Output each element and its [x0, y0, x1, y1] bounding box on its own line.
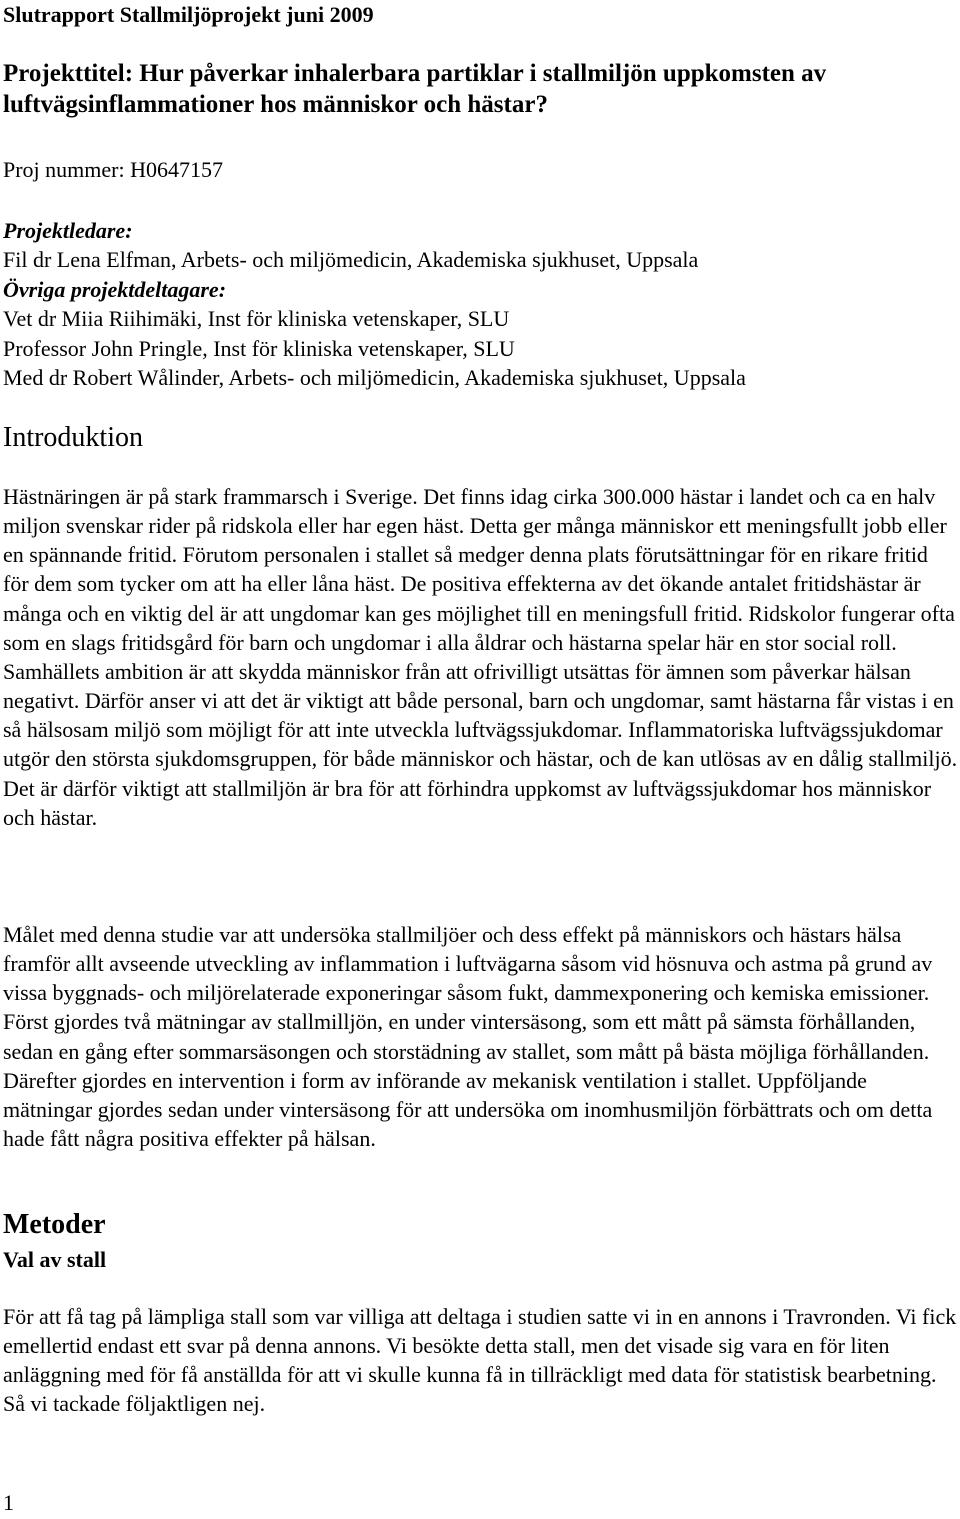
participant: Med dr Robert Wålinder, Arbets- och miljömedicin, Akademiska sjukhuset, Uppsala — [3, 365, 746, 391]
stall-selection-paragraph: För att få tag på lämpliga stall som var villiga att deltaga i studien satte vi in en annons i Travronden. Vi fick emellertid endast ett svar på denna annons. Vi besökte detta stall, men det visade sig vara en för liten anläggning med för få anställda för att vi skulle kunna få in tillräckligt med data för statistisk bearbetning. Så vi tackade följaktligen nej. — [3, 1304, 957, 1417]
methods-heading: Metoder — [3, 1209, 106, 1240]
introduction-heading: Introduktion — [3, 422, 143, 453]
other-participants-label: Övriga projektdeltagare: — [3, 276, 227, 302]
aim-paragraph: Målet med denna studie var att undersöka stallmiljöer och dess effekt på människors och hästars hälsa framför allt avseende utveckling av inflammation i luftvägarna såsom vid hösnuva och astma på grund av vissa byggnads- och miljörelaterade exponeringar såsom fukt, dammexponering och kemiska emissioner. Först gjordes två mätningar av stallmilljön, en under vintersäsong, som ett mått på sämsta förhållanden, sedan en gång efter sommarsäsongen och storstädning av stallet, som mått på bästa möjliga förhållanden. Därefter gjordes en intervention i form av införande av mekanisk ventilation i stallet. Uppföljande mätningar gjordes sedan under vintersäsong för att undersöka om inomhusmiljön förbättrats och om detta hade fått några positiva effekter på hälsan. — [3, 922, 933, 1152]
page-number: 1 — [3, 1490, 14, 1515]
stall-selection-subheading: Val av stall — [3, 1247, 107, 1272]
participant: Vet dr Miia Riihimäki, Inst för kliniska vetenskaper, SLU — [3, 306, 510, 332]
participant: Professor John Pringle, Inst för kliniska vetenskaper, SLU — [3, 335, 515, 361]
project-people — [3, 216, 746, 392]
project-leader: Fil dr Lena Elfman, Arbets- och miljömedicin, Akademiska sjukhuset, Uppsala — [3, 247, 699, 273]
introduction-paragraph: Hästnäringen är på stark frammarsch i Sverige. Det finns idag cirka 300.000 hästar i landet och ca en halv miljon svenskar rider på ridskola eller har egen häst. Detta ger många människor ett meningsfullt jobb eller en spännande fritid. Förutom personalen i stallet så medger denna plats förutsättningar för en rikare fritid för dem som tycker om att ha eller låna häst. De positiva effekterna av det ökande antalet fritidshästar är många och en viktig del är att ungdomar kan ges möjlighet till en meningsfull fritid. Ridskolor fungerar ofta som en slags fritidsgård för barn och ungdomar i alla åldrar och hästarna spelar här en stor social roll. Samhällets ambition är att skydda människor från att ofrivilligt utsättas för ämnen som påverkar hälsan negativt. Därför anser vi att det är viktigt att både personal, barn och ungdomar, samt hästarna får vistas i en så hälsosam miljö som möjligt för att inte utveckla luftvägssjukdomar. Inflammatoriska luftvägssjukdomar utgör den största sjukdomsgruppen, för både människor och hästar, och de kan utlösas av en dålig stallmiljö. Det är därför viktigt att stallmiljön är bra för att förhindra uppkomst av luftvägssjukdomar hos människor och hästar. — [3, 484, 958, 830]
project-title: Projekttitel: Hur påverkar inhalerbara partiklar i stallmiljön uppkomsten av luftvägsinflammationer hos människor och hästar? — [3, 60, 827, 118]
report-title: Slutrapport Stallmiljöprojekt juni 2009 — [3, 2, 374, 27]
project-number: Proj nummer: H0647157 — [3, 157, 223, 182]
project-leader-label: Projektledare: — [3, 218, 133, 243]
